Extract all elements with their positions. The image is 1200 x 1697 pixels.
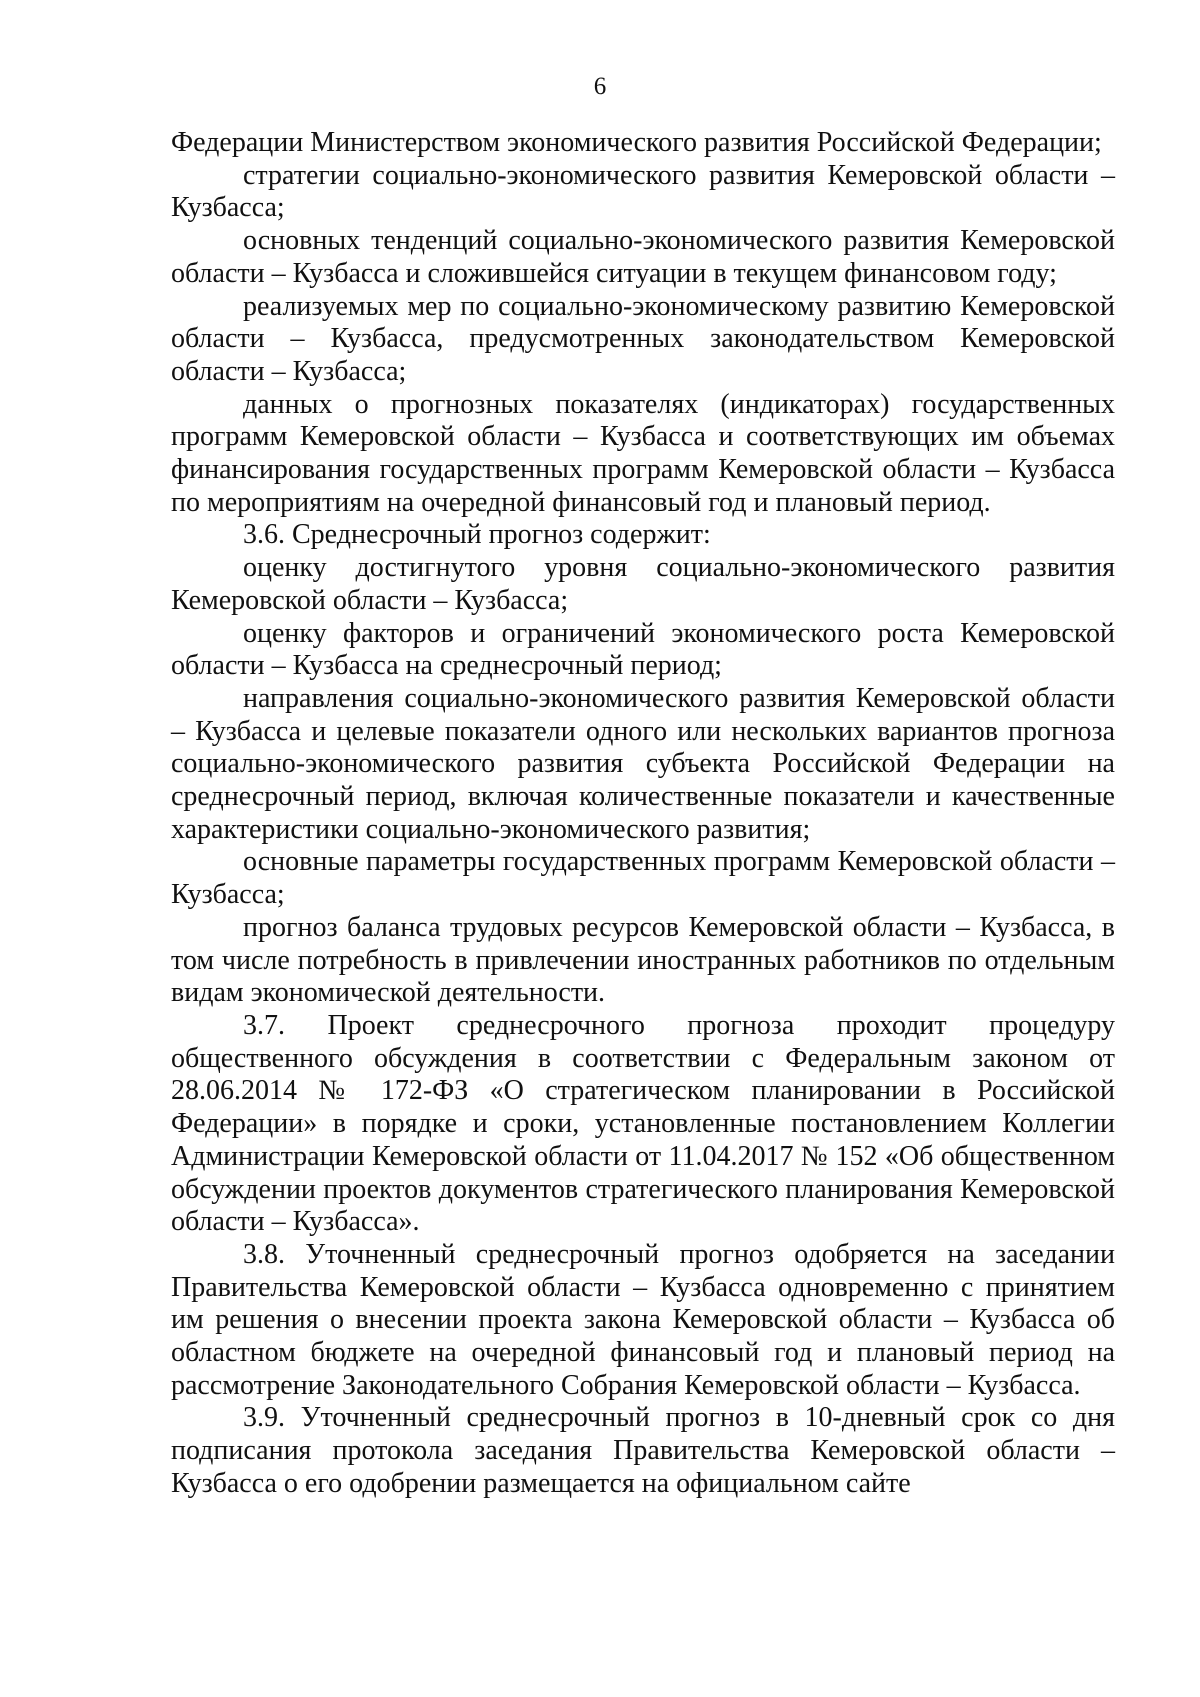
paragraph-level-assessment: оценку достигнутого уровня социально-экономического развития Кемеровской области – Кузбасса;	[171, 552, 1115, 616]
page-number: 6	[593, 73, 607, 100]
paragraph-program-data: данных о прогнозных показателях (индикаторах) государственных программ Кемеровской области – Кузбасса и соответствующих им объемах финансирования государственных программ Кемеровской области – Кузбасса по мероприятиям на очередной финансовый год и плановый период.	[171, 388, 1115, 518]
paragraph-strategy: стратегии социально-экономического развития Кемеровской области – Кузбасса;	[171, 159, 1115, 224]
paragraph-trends: основных тенденций социально-экономического развития Кемеровской области – Кузбасса и сложившейся ситуации в текущем финансовом году;	[171, 225, 1115, 289]
paragraph-3-8: 3.8. Уточненный среднесрочный прогноз одобряется на заседании Правительства Кемеровской области – Кузбасса одновременно с принятием им решения о внесении проекта закона Кемеровской области – Кузбасса об областном бюджете на очередной финансовый год и плановый период на рассмотрение Законодательного Собрания Кемеровской области – Кузбасса.	[171, 1238, 1115, 1401]
paragraph-factors-assessment: оценку факторов и ограничений экономического роста Кемеровской области – Кузбасса на среднесрочный период;	[171, 617, 1115, 682]
paragraph-program-parameters: основные параметры государственных программ Кемеровской области – Кузбасса;	[171, 846, 1115, 911]
paragraph-development-directions: направления социально-экономического развития Кемеровской области – Кузбасса и целевые показатели одного или нескольких вариантов прогноза социально-экономического развития субъекта Российской Федерации на среднесрочный период, включая количественные показатели и качественные характеристики социально-экономического развития;	[171, 682, 1115, 845]
paragraph-3-9: 3.9. Уточненный среднесрочный прогноз в 10-дневный срок со дня подписания протокола заседания Правительства Кемеровской области – Кузбасса о его одобрении размещается на официальном сайте	[171, 1402, 1115, 1499]
paragraph-labor-balance: прогноз баланса трудовых ресурсов Кемеровской области – Кузбасса, в том числе потребность в привлечении иностранных работников по отдельным видам экономической деятельности.	[171, 911, 1115, 1009]
paragraph-3-7: 3.7. Проект среднесрочного прогноза проходит процедуру общественного обсуждения в соответствии с Федеральным законом от 28.06.2014 № 172-ФЗ «О стратегическом планировании в Российской Федерации» в порядке и сроки, установленные постановлением Коллегии Администрации Кемеровской области от 11.04.2017 № 152 «Об общественном обсуждении проектов документов стратегического планирования Кемеровской области – Кузбасса».	[171, 1009, 1115, 1238]
paragraph-continuation: Федерации Министерством экономического развития Российской Федерации;	[171, 127, 1102, 158]
paragraph-measures: реализуемых мер по социально-экономическому развитию Кемеровской области – Кузбасса, предусмотренных законодательством Кемеровской области – Кузбасса;	[171, 290, 1115, 387]
paragraph-3-6: 3.6. Среднесрочный прогноз содержит:	[243, 519, 711, 551]
document-body	[171, 127, 1115, 1501]
